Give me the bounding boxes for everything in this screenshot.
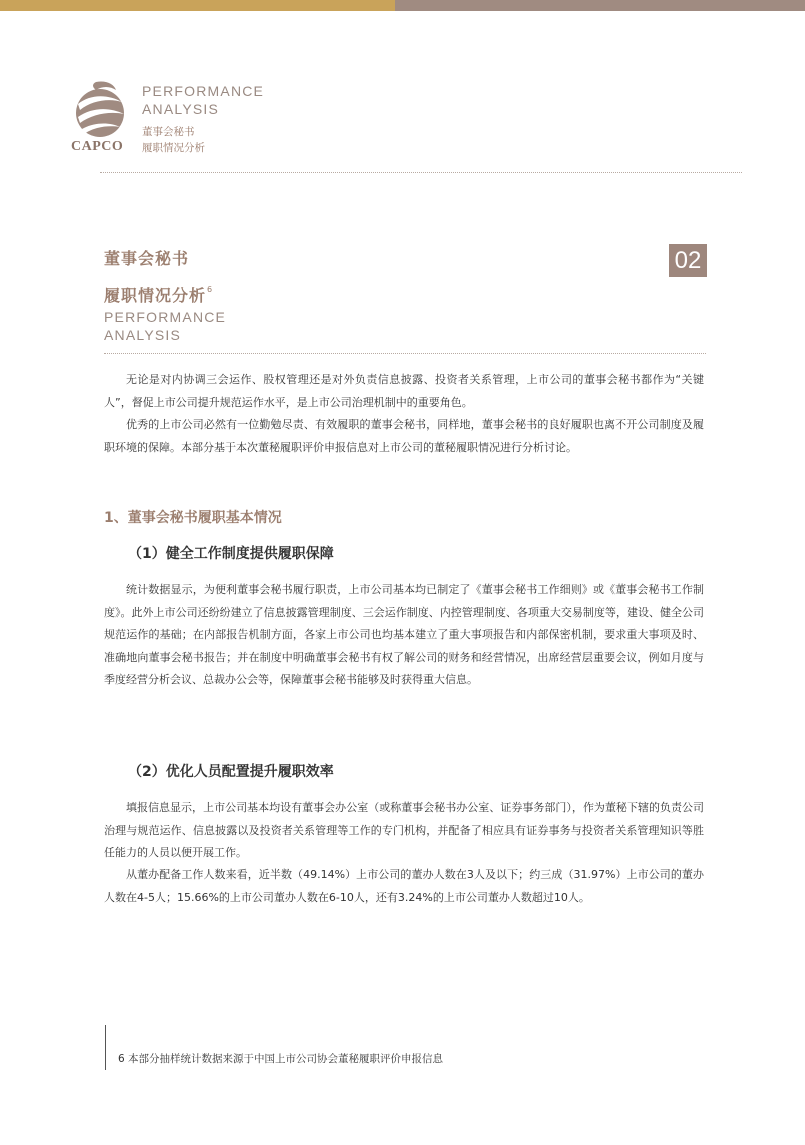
top-accent-bar-gold: [0, 0, 395, 11]
work-system-paragraph: 统计数据显示，为便利董事会秘书履行职责，上市公司基本均已制定了《董事会秘书工作细则》或《董事会秘书工作制度》。此外上市公司还纷纷建立了信息披露管理制度、三会运作制度、内控管理制度、各项重大交易制度等，建设、健全公司规范运作的基础；在内部报告机制方面，各家上市公司也均基本建立了重大事项报告和内部保密机制，要求重大事项及时、准确地向董事会秘书报告；并在制度中明确董事会秘书有权了解公司的财务和经营情况，出席经营层重要会议，例如月度与季度经营分析会议、总裁办公会等，保障董事会秘书能够及时获得重大信息。: [104, 583, 704, 686]
header-divider: [100, 172, 742, 173]
footnote-reference: 6: [207, 285, 214, 294]
section-title-en-line1: PERFORMANCE: [104, 309, 227, 325]
header-title-cn-line1: 董事会秘书: [142, 126, 195, 138]
header-title-en-line1: PERFORMANCE: [142, 83, 265, 99]
footnote-rule: [105, 1025, 106, 1070]
staffing-paragraph-1: 填报信息显示，上市公司基本均设有董事会办公室（或称董事会秘书办公室、证券事务部门），作为董秘下辖的负责公司治理与规范运作、信息披露以及投资者关系管理等工作的专门机构，并配备了相应具有证券事务与投资者关系管理知识等胜任能力的人员以便开展工作。: [104, 801, 704, 859]
top-accent-bar-taupe: [395, 0, 805, 11]
section-title-line1: 董事会秘书: [104, 249, 190, 268]
section-title: [104, 243, 213, 311]
intro-paragraph-2: 优秀的上市公司必然有一位勤勉尽责、有效履职的董事会秘书，同样地，董事会秘书的良好履职也离不开公司制度及履职环境的保障。本部分基于本次董秘履职评价申报信息对上市公司的董秘履职情况进行分析讨论。: [104, 418, 704, 454]
intro-paragraph-1: 无论是对内协调三会运作、股权管理还是对外负责信息披露、投资者关系管理，上市公司的董事会秘书都作为“关键人”，督促上市公司提升规范运作水平，是上市公司治理机制中的重要角色。: [104, 373, 704, 409]
section-divider: [104, 353, 706, 354]
logo-wordmark: CAPCO: [71, 139, 124, 154]
section-title-line2: [104, 274, 213, 311]
subheading-staffing: （2）优化人员配置提升履职效率: [128, 764, 334, 780]
header-title-en: [142, 82, 264, 118]
heading-basic-situation: 1、董事会秘书履职基本情况: [104, 510, 282, 526]
subheading-work-system: （1）健全工作制度提供履职保障: [128, 546, 334, 562]
header-title-cn-line2: 履职情况分析: [142, 142, 205, 154]
header-title-en-line2: ANALYSIS: [142, 101, 220, 117]
header-title-cn: [142, 124, 205, 156]
section-title-en: [104, 308, 226, 344]
section-title-en-line2: ANALYSIS: [104, 327, 182, 343]
staffing-paragraph-2: 从董办配备工作人数来看，近半数（49.14%）上市公司的董办人数在3人及以下；约三成（31.97%）上市公司的董办人数在4-5人；15.66%的上市公司董办人数在6-10人，还有3.24%的上市公司董办人数超过10人。: [104, 868, 704, 904]
footnote-text: 6 本部分抽样统计数据来源于中国上市公司协会董秘履职评价申报信息: [118, 1053, 444, 1065]
section-title-line2-text: 履职情况分析: [104, 286, 207, 305]
section-number-badge: 02: [669, 244, 707, 277]
